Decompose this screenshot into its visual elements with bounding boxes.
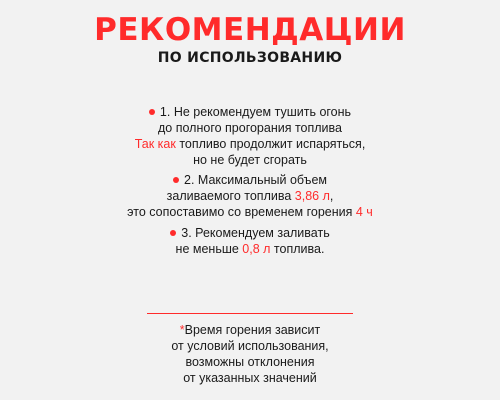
- highlight-text: 0,8 л: [242, 242, 271, 256]
- recommendation-2-line-1: 2. Максимальный объем: [0, 172, 500, 188]
- page-subtitle: ПО ИСПОЛЬЗОВАНИЮ: [157, 50, 343, 66]
- recommendation-1-line-1: 1. Не рекомендуем тушить огонь: [0, 104, 500, 120]
- recommendation-1: [0, 104, 500, 168]
- recommendation-2-line-2: заливаемого топлива 3,86 л,: [166, 189, 334, 203]
- bullet-dot-icon: [149, 109, 155, 115]
- recommendation-3: [0, 225, 500, 257]
- recommendation-3-line-1: 3. Рекомендуем заливать: [0, 225, 500, 241]
- highlight-text: 3,86 л: [294, 189, 330, 203]
- footnote-line-3: возможны отклонения: [185, 355, 315, 369]
- page-title: РЕКОМЕНДАЦИИ: [94, 12, 406, 48]
- highlight-text: Так как: [134, 137, 176, 151]
- bullet-dot-icon: [173, 177, 179, 183]
- asterisk: *: [179, 323, 185, 337]
- recommendation-2-line-3: это сопоставимо со временем горения 4 ч: [127, 205, 373, 219]
- recommendation-1-line-4: но не будет сгорать: [193, 153, 307, 167]
- recommendation-2: [0, 172, 500, 220]
- recommendation-1-line-3: Так как топливо продолжит испаряться,: [134, 137, 366, 151]
- highlight-text: 4 ч: [355, 205, 373, 219]
- footnote-line-2: от условий использования,: [171, 339, 329, 353]
- footnote-line-4: от указанных значений: [183, 371, 317, 385]
- footnote: [0, 322, 500, 386]
- recommendation-1-line-2: до полного прогорания топлива: [158, 121, 342, 135]
- recommendation-3-line-2: не меньше 0,8 л топлива.: [175, 242, 325, 256]
- bullet-dot-icon: [170, 230, 176, 236]
- footnote-line-1: *Время горения зависит: [179, 323, 321, 337]
- divider: [147, 313, 353, 314]
